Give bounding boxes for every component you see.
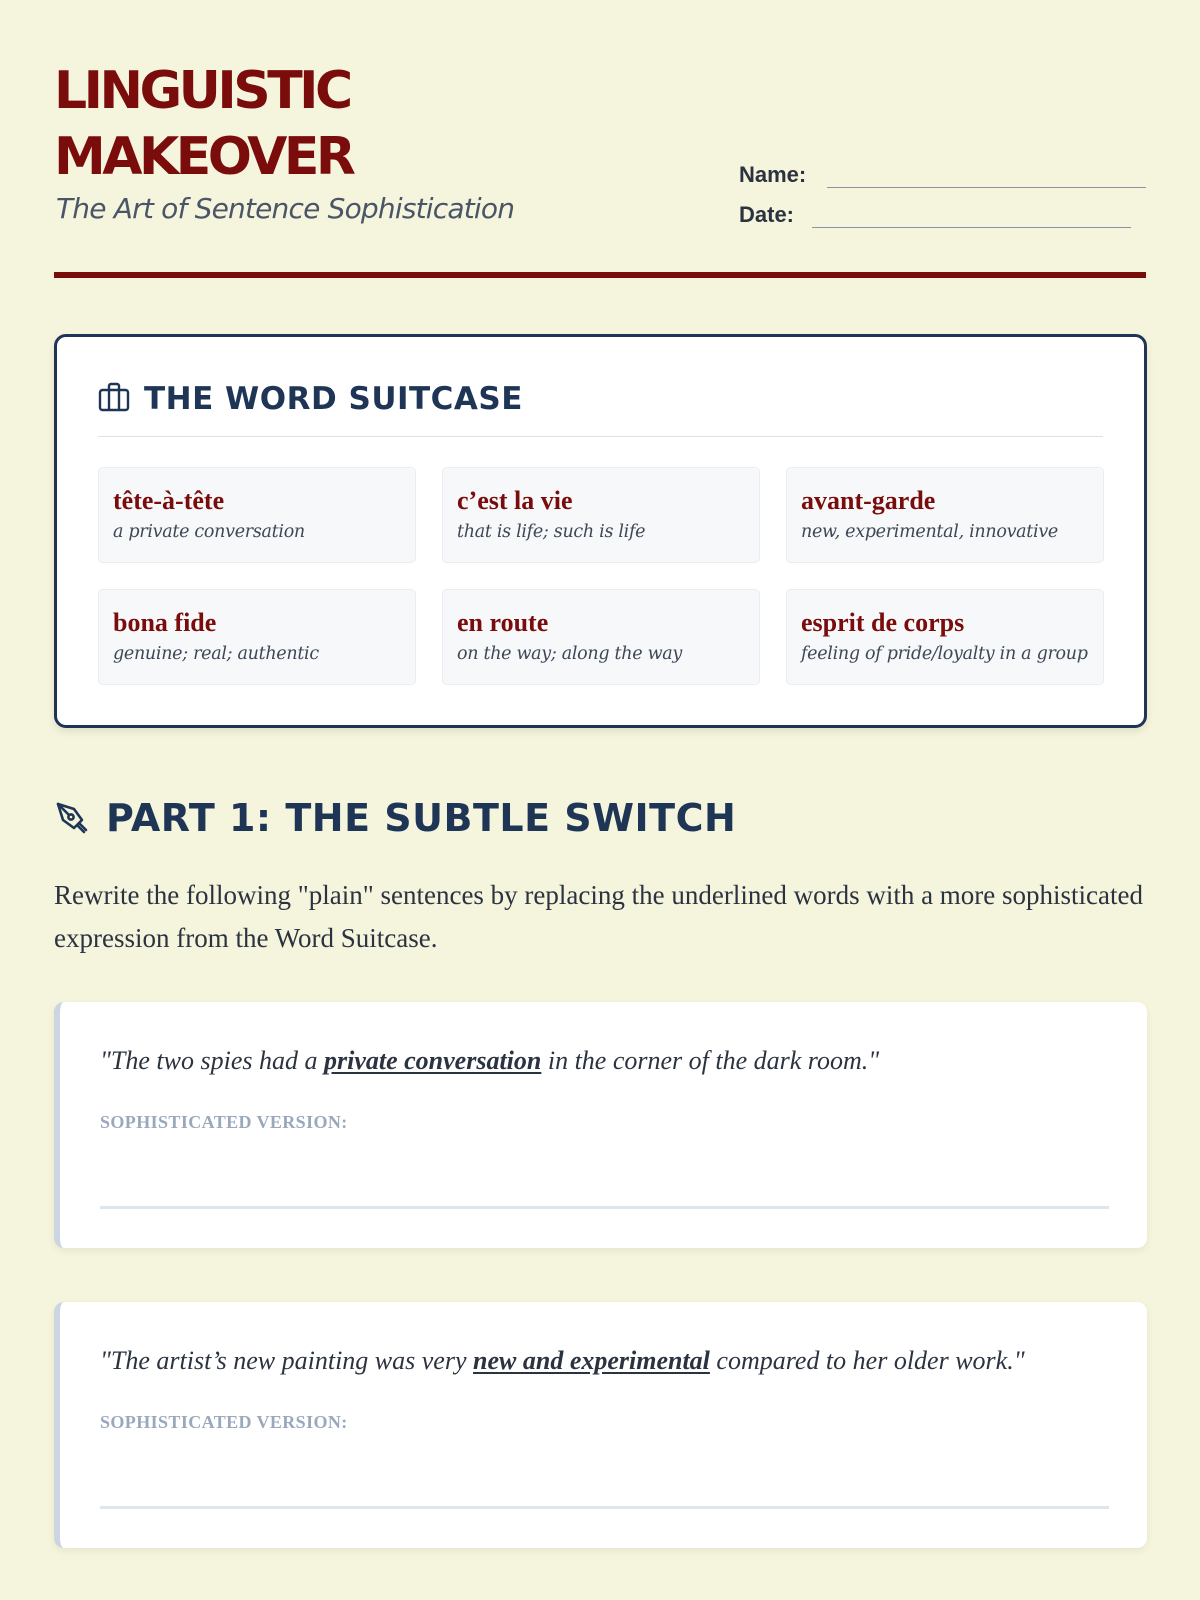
- word-definition: that is life; such is life: [457, 522, 646, 542]
- word-suitcase-header: [98, 377, 1103, 437]
- header: [54, 0, 1146, 282]
- word-definition: a private conversation: [113, 522, 305, 542]
- sentence-text: "The two spies had a: [100, 1046, 324, 1075]
- name-field: [739, 160, 1146, 200]
- part1-header: [54, 796, 736, 840]
- underlined-phrase: new and experimental: [473, 1346, 710, 1375]
- suitcase-icon: [98, 382, 130, 412]
- header-divider: [54, 272, 1146, 278]
- word-card: [786, 589, 1104, 685]
- word-card: [442, 467, 760, 563]
- word-definition: new, experimental, innovative: [801, 522, 1058, 542]
- word-card: [786, 467, 1104, 563]
- word-term: avant-garde: [801, 486, 936, 515]
- title-line-2: MAKEOVER: [54, 127, 353, 187]
- sentence-text: compared to her older work.": [709, 1346, 1025, 1375]
- word-card: [98, 467, 416, 563]
- word-definition: on the way; along the way: [457, 644, 682, 664]
- word-term: en route: [457, 608, 549, 637]
- student-info-fields: [739, 160, 1146, 240]
- exercise-card: [54, 1002, 1147, 1248]
- sentence-text: in the corner of the dark room.": [541, 1046, 880, 1075]
- word-definition: feeling of pride/loyalty in a group: [801, 644, 1088, 664]
- answer-line[interactable]: [100, 1206, 1109, 1209]
- underlined-phrase: private conversation: [323, 1046, 542, 1075]
- word-definition: genuine; real; authentic: [113, 644, 319, 664]
- answer-line[interactable]: [100, 1506, 1109, 1509]
- word-term: c’est la vie: [457, 486, 573, 515]
- sophisticated-version-label: SOPHISTICATED VERSION:: [100, 1112, 348, 1132]
- name-label: Name:: [739, 162, 807, 187]
- date-input-line[interactable]: [812, 227, 1131, 228]
- exercise-card: [54, 1302, 1147, 1548]
- page-subtitle: The Art of Sentence Sophistication: [56, 192, 515, 225]
- page-title: [54, 58, 352, 190]
- word-term: bona fide: [113, 608, 217, 637]
- word-term: esprit de corps: [801, 608, 965, 637]
- word-suitcase-title: THE WORD SUITCASE: [144, 381, 523, 417]
- pen-nib-icon: [54, 800, 90, 836]
- exercise-sentence: [100, 1346, 1025, 1376]
- sentence-text: "The artist’s new painting was very: [100, 1346, 474, 1375]
- date-field: [739, 200, 1146, 240]
- word-term: tête-à-tête: [113, 486, 225, 515]
- date-label: Date:: [739, 202, 795, 227]
- word-card: [442, 589, 760, 685]
- word-grid: [98, 467, 1105, 685]
- word-card: [98, 589, 416, 685]
- part1-instructions: Rewrite the following "plain" sentences by replacing the underlined words with a more sophisticated expression from the Word Suitcase.: [54, 880, 1144, 953]
- exercise-sentence: [100, 1046, 879, 1076]
- word-suitcase-box: [54, 334, 1147, 728]
- title-line-1: LINGUISTIC: [54, 61, 350, 121]
- part1-title: PART 1: THE SUBTLE SWITCH: [106, 796, 737, 840]
- name-input-line[interactable]: [827, 187, 1146, 188]
- sophisticated-version-label: SOPHISTICATED VERSION:: [100, 1412, 348, 1432]
